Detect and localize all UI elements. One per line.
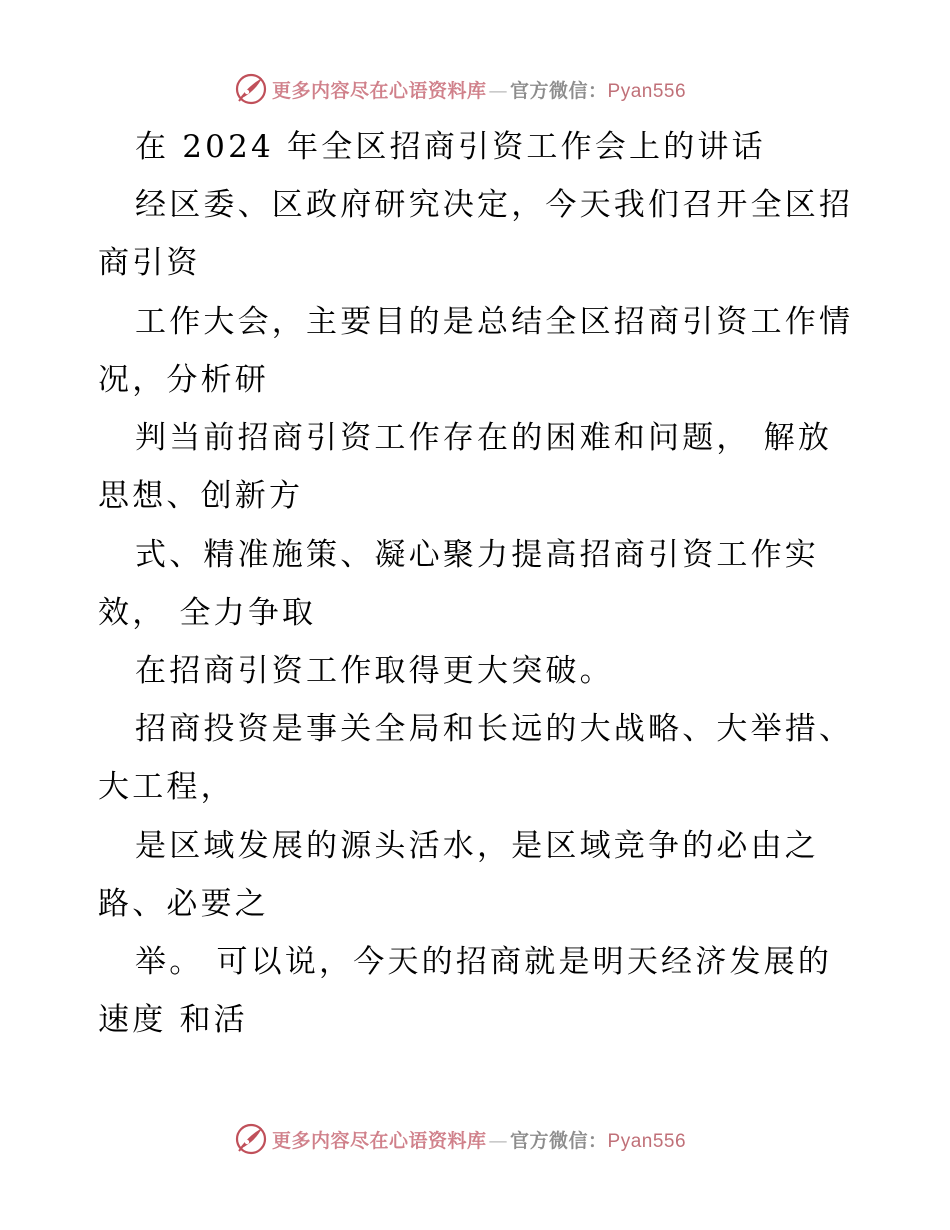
watermark-handle: Pyan556 — [607, 1130, 687, 1152]
watermark-handle: Pyan556 — [607, 80, 687, 102]
text-line: 速度 和活 — [98, 1002, 248, 1038]
text-line: 大工程， — [98, 769, 235, 805]
text-line: 举。 可以说，今天的招商就是明天经济发展的 — [135, 944, 833, 980]
document-title: 在 2024 年全区招商引资工作会上的讲话 — [135, 129, 766, 165]
text-line: 在招商引资工作取得更大突破。 — [135, 653, 614, 689]
footer-watermark — [234, 1122, 686, 1156]
watermark-site: 更多内容尽在心语资料库 — [272, 79, 487, 102]
text-line: 判当前招商引资工作存在的困难和问题， 解放 — [135, 420, 833, 456]
watermark-text — [272, 1126, 686, 1153]
text-line: 工作大会，主要目的是总结全区招商引资工作情 — [135, 304, 854, 340]
header-watermark — [234, 72, 686, 106]
text-line: 路、必要之 — [98, 886, 269, 922]
watermark-site: 更多内容尽在心语资料库 — [272, 1129, 487, 1152]
text-line: 式、精准施策、凝心聚力提高招商引资工作实 — [135, 537, 819, 573]
watermark-label: 官方微信： — [510, 1129, 608, 1152]
watermark-label: 官方微信： — [510, 79, 608, 102]
text-line: 招商投资是事关全局和长远的大战略、大举措、 — [135, 711, 854, 747]
watermark-text — [272, 76, 686, 103]
text-line: 商引资 — [98, 245, 201, 281]
text-line: 是区域发展的源头活水，是区域竞争的必由之 — [135, 828, 819, 864]
text-line: 效， 全力争取 — [98, 595, 317, 631]
text-line: 况，分析研 — [98, 362, 269, 398]
quill-logo-icon — [234, 72, 268, 106]
quill-logo-icon — [234, 1122, 268, 1156]
text-line: 思想、创新方 — [98, 478, 304, 514]
text-line: 经区委、区政府研究决定，今天我们召开全区招 — [135, 187, 854, 223]
watermark-separator: — — [488, 1129, 509, 1152]
watermark-separator: — — [488, 79, 509, 102]
